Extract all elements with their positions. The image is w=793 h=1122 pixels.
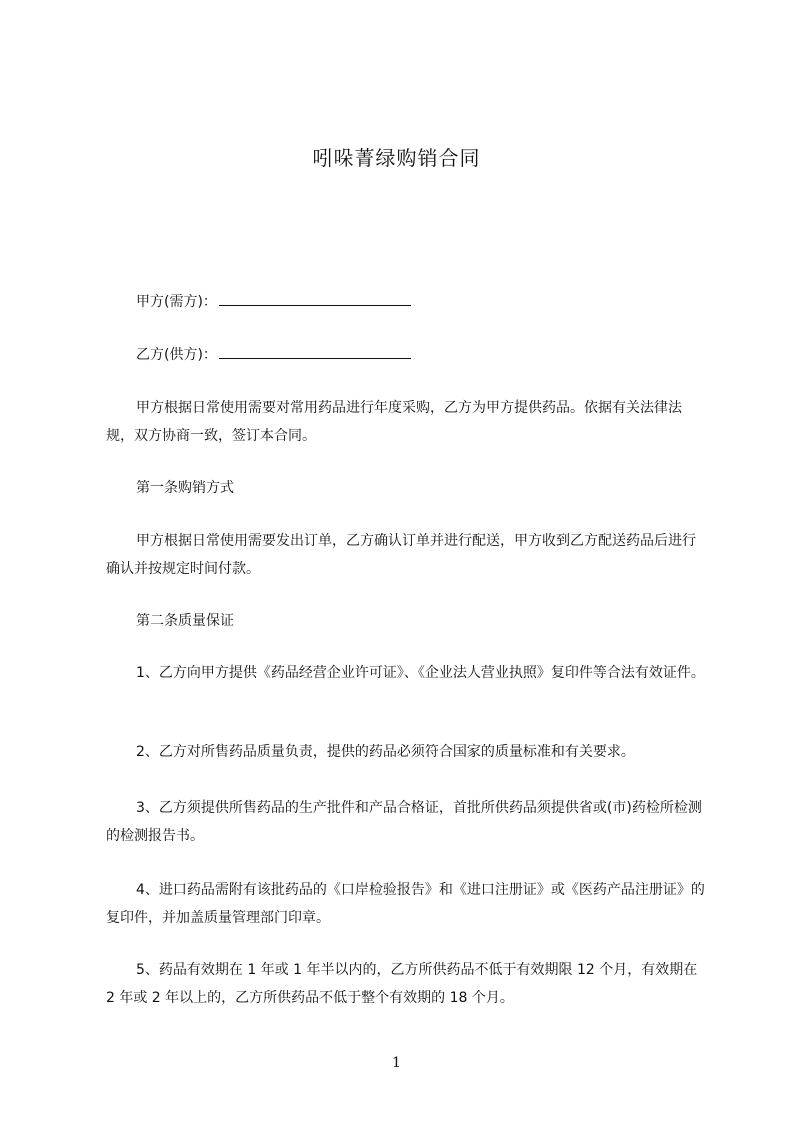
article2-item-1: 1、乙方向甲方提供《药品经营企业许可证》、《企业法人营业执照》复印件等合法有效证件。	[136, 665, 705, 681]
article1-heading: 第一条购销方式	[136, 480, 234, 496]
party-b-field	[136, 344, 411, 365]
party-a-label: 甲方(需方)：	[136, 294, 217, 310]
article2-item-4: 4、进口药品需附有该批药品的《口岸检验报告》和《进口注册证》或《医药产品注册证》的复印件，并加盖质量管理部门印章。	[106, 882, 705, 926]
article2-item-5: 5、药品有效期在 1 年或 1 年半以内的，乙方所供药品不低于有效期限 12 个月，有效期在 2 年或 2 年以上的，乙方所供药品不低于整个有效期的 18 个月。	[106, 962, 698, 1006]
intro-paragraph: 甲方根据日常使用需要对常用药品进行年度采购，乙方为甲方提供药品。依据有关法律法规，双方协商一致，签订本合同。	[106, 400, 682, 444]
party-a-field	[136, 291, 411, 312]
party-a-blank-line	[219, 291, 411, 306]
party-b-label: 乙方(供方)：	[136, 347, 217, 363]
page-number: 1	[392, 1055, 401, 1071]
party-b-blank-line	[219, 344, 411, 359]
article2-heading: 第二条质量保证	[136, 613, 234, 629]
article2-item-2: 2、乙方对所售药品质量负责，提供的药品必须符合国家的质量标准和有关要求。	[136, 744, 635, 760]
article1-paragraph: 甲方根据日常使用需要发出订单，乙方确认订单并进行配送，甲方收到乙方配送药品后进行确认并按规定时间付款。	[106, 533, 696, 577]
document-title: 吲哚菁绿购销合同	[312, 146, 481, 170]
article2-item-3: 3、乙方须提供所售药品的生产批件和产品合格证，首批所供药品须提供省或(市)药检所检测的检测报告书。	[106, 800, 702, 844]
